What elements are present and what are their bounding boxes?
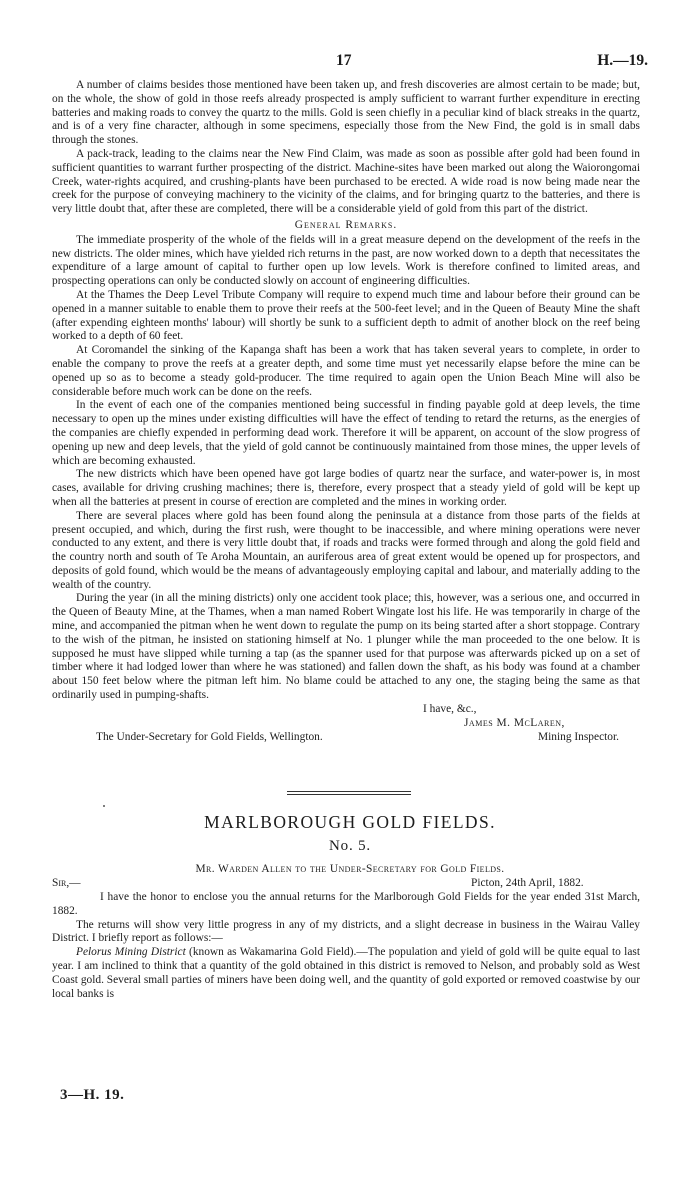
paragraph-thames: At the Thames the Deep Level Tribute Company will require to expend much time and labour before their ground can be opened in a manner suitable to enable them to prove their reefs at the 500-feet level; and in the Queen of Beauty Mine the shaft (after expending eighteen months' labour) will shortly be sunk to a sufficient depth to admit of another block on the reef being worked to a depth of 60 feet.: [52, 288, 640, 343]
pelorus-text: (known as Wakamarina Gold Field).—The population and yield of gold will be quite equal to last year. I am inclined to think that a quantity of the gold obtained in this district is removed to Nelson, and probably sold as West Coast gold. Several small parties of miners have been doing well, and the quantity of gold exported or removed coastwise by our local banks is: [52, 946, 640, 1000]
paragraph-deep-levels: In the event of each one of the companies mentioned being successful in finding payable gold at deep levels, the time necessary to open up the mines under existing difficulties will have the effect of tending to retard the returns, as the energies of the companies are chiefly expended in performing dead work. Therefore it will be apparent, on account of the slow progress of opening up new and deep levels, that the yield of gold cannot be continuously maintained from those mines, the upper levels of which are becoming exhausted.: [52, 399, 640, 467]
signatory-title: Mining Inspector.: [538, 730, 619, 743]
letter-number: No. 5.: [329, 838, 371, 854]
closing-line: [52, 703, 640, 717]
paragraph-pelorus: [52, 946, 640, 1001]
paragraph-prosperity: The immediate prosperity of the whole of the fields will in a great measure depend on the development of the reefs in the new districts. The older mines, which have yielded rich returns in the past, are now worked down to a depth that necessitates the expenditure of a large amount of capital to further open up low levels. Work is therefore confined to limited areas, and prospecting operations can only be conducted slowly on account of engineering difficulties.: [52, 233, 640, 288]
page-number: 17: [336, 52, 352, 69]
letter-heading: Mr. Warden Allen to the Under-Secretary for Gold Fields.: [195, 863, 505, 875]
marlborough-letter-body: [52, 877, 640, 1001]
section-divider-bottom: [287, 794, 411, 795]
section-divider-top: [287, 791, 411, 792]
paragraph-returns: The returns will show very little progress in any of my districts, and a slight decrease in business in the Wairau Valley District. I briefly report as follows:—: [52, 918, 640, 945]
signature-line: [52, 717, 640, 731]
addressee-line: [52, 731, 640, 746]
signature-mark: 3—H. 19.: [60, 1087, 125, 1103]
paragraph-coromandel: At Coromandel the sinking of the Kapanga shaft has been a work that has taken several years to complete, in order to enable the company to prove the reefs at a greater depth, and some time must yet necessarily elapse before the mine can be opened up so as to become a steady gold-producer. The time required to again open the Union Beach Mine will also be considerable before much work can be done on the reefs.: [52, 344, 640, 398]
speck-mark: [103, 805, 105, 807]
paragraph-peninsula: There are several places where gold has been found along the peninsula at a distance from those parts of the fields at present occupied, and which, during the first rush, were thought to be inaccessible, and where mining operations were never conducted to any extent, and there is very little doubt that, if roads and tracks were formed through and along the gold field and the country north and south of Te Aroha Mountain, an auriferous area of great extent would be opened up for prospectors, and deposits of gold found, which would be the means of advantageously employing capital and labour, and materially adding to the wealth of the country.: [52, 509, 640, 591]
closing-formula: I have, &c.,: [423, 702, 477, 715]
paragraph-pack-track: A pack-track, leading to the claims near the New Find Claim, was made as soon as possible after gold had been found in sufficient quantities to warrant further prospecting of the district. Machine-sites have been marked out along the Waiorongomai Creek, water-rights acquired, and crushing-plants have been purchased to be erected. A wide road is now being made near the creek for the purpose of conveying machinery to the vicinity of the claims, and for bringing quartz to the batteries, and there is very little doubt that, after these are completed, there will be a considerable yield of gold from this part of the district.: [52, 147, 640, 216]
addressee: The Under-Secretary for Gold Fields, Wellington.: [96, 730, 323, 743]
running-header: [0, 52, 700, 72]
marlborough-heading: MARLBOROUGH GOLD FIELDS.: [204, 812, 496, 832]
pelorus-district-name: Pelorus Mining District: [76, 946, 186, 959]
report-body: [52, 79, 640, 746]
document-reference: H.—19.: [597, 52, 648, 69]
salutation-line: [52, 877, 640, 891]
paragraph-accident: During the year (in all the mining districts) only one accident took place; this, however, was a serious one, and occurred in the Queen of Beauty Mine, at the Thames, when a man named Robert Wingate lost his life. He was temporarily in charge of the mine, and accompanied the pitman when he went down to regulate the pump on its being started after a short stoppage. Contrary to the wish of the pitman, he insisted on stationing himself at No. 1 plunger while the man proceeded to the one below. It is supposed he must have slipped while turning a tap (as the spanner used for that purpose was afterwards picked up on a set of timber where it had lodged lower than where he was stationed) and fallen down the shaft, as his body was found at a chamber about 150 feet below where the pitman left him. No blame could be attached to any one, the staging being the same as that ordinarily used in pumping-shafts.: [52, 592, 640, 702]
salutation: Sir,—: [52, 877, 81, 889]
paragraph-new-districts: The new districts which have been opened have got large bodies of quartz near the surface, and water-power is, in most cases, available for driving crushing machines; there is, therefore, every prospect that a steady yield of gold will be kept up when all the batteries at present in course of erection are completed and the mines in working order.: [52, 468, 640, 508]
signatory-name: James M. McLaren,: [464, 716, 565, 729]
letter-date: Picton, 24th April, 1882.: [471, 877, 584, 889]
paragraph-claims: A number of claims besides those mentioned have been taken up, and fresh discoveries are almost certain to be made; but, on the whole, the show of gold in those reefs already prospected is amply sufficient to warrant further expenditure in erecting batteries and making roads to convey the quartz to the mills. Gold is seen chiefly in a peculiar kind of black streaks in the quartz, and is of a very fine character, although in some specimens, especially those from the New Find, the gold is in small dabs through the stones.: [52, 79, 640, 147]
paragraph-enclosure: I have the honor to enclose you the annual returns for the Marlborough Gold Fields for the year ended 31st March, 1882.: [52, 891, 640, 917]
section-heading-general-remarks: General Remarks.: [294, 218, 398, 231]
